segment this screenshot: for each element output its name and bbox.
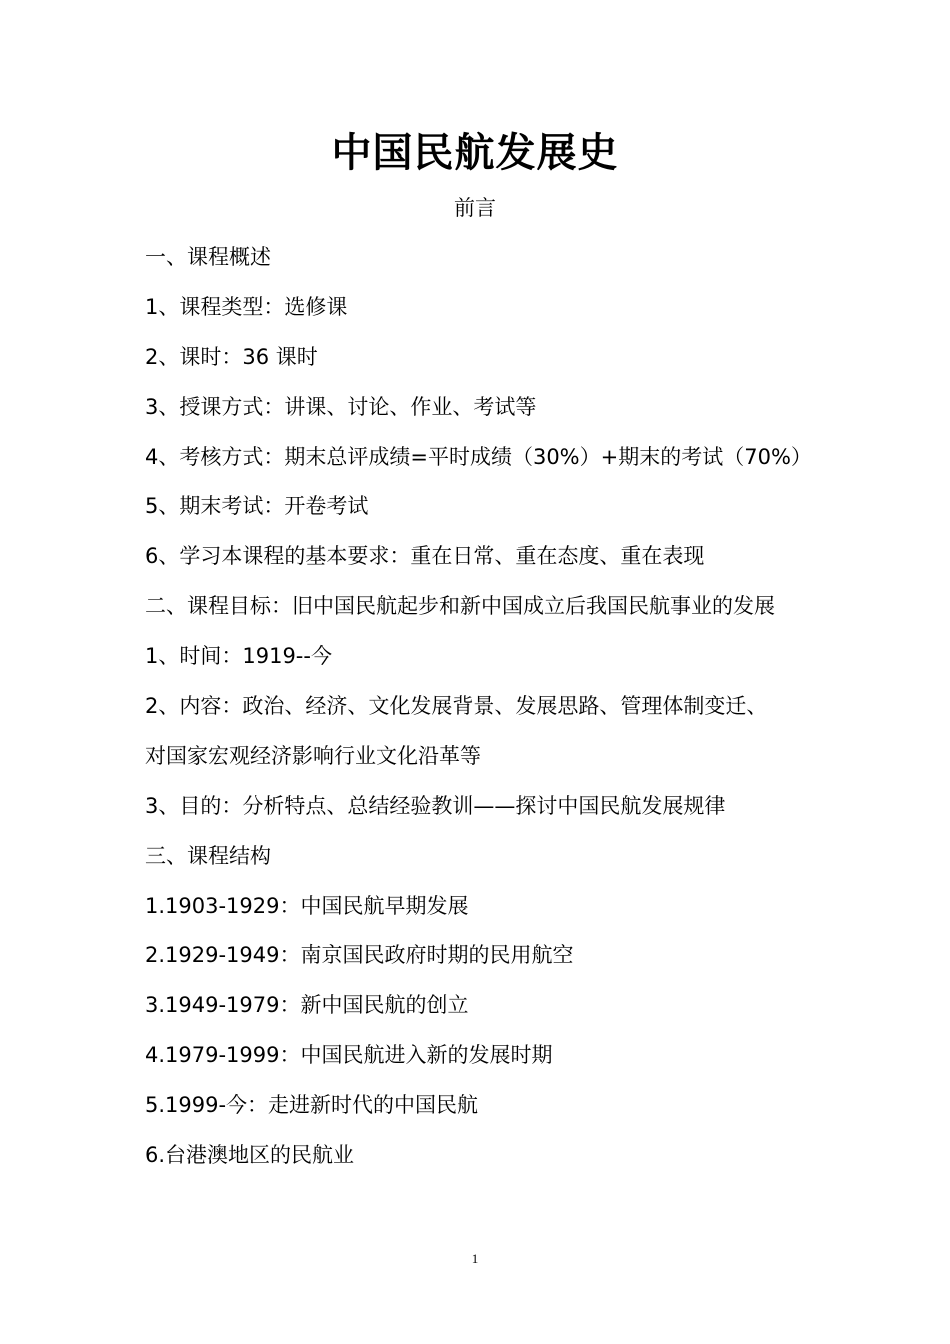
- text-line: 2、内容：政治、经济、文化发展背景、发展思路、管理体制变迁、: [145, 694, 768, 719]
- text-line: 三、课程结构: [145, 843, 271, 868]
- text-line: 2、课时：36 课时: [145, 344, 318, 369]
- text-line: 二、课程目标：旧中国民航起步和新中国成立后我国民航事业的发展: [145, 594, 775, 619]
- section-heading-preface: 前言: [454, 196, 496, 220]
- text-line: 3、授课方式：讲课、讨论、作业、考试等: [145, 394, 537, 419]
- text-line: 5、期末考试：开卷考试: [145, 494, 369, 519]
- text-line: 3、目的：分析特点、总结经验教训——探讨中国民航发展规律: [145, 793, 726, 818]
- text-line: 一、课程概述: [145, 245, 271, 269]
- text-line: 对国家宏观经济影响行业文化沿革等: [145, 743, 481, 768]
- text-line: 3.1949-1979：新中国民航的创立: [145, 993, 469, 1018]
- document-title: 中国民航发展史: [331, 129, 619, 176]
- text-line: 6.台港澳地区的民航业: [145, 1143, 355, 1168]
- text-line: 1、时间：1919--今: [145, 644, 332, 669]
- text-line: 1.1903-1929：中国民航早期发展: [145, 893, 469, 918]
- text-line: 6、学习本课程的基本要求：重在日常、重在态度、重在表现: [145, 544, 705, 569]
- text-line: 1、课程类型：选修课: [145, 294, 348, 319]
- text-line: 4.1979-1999：中国民航进入新的发展时期: [145, 1043, 553, 1068]
- page-number: 1: [471, 1251, 479, 1266]
- text-line: 5.1999-今：走进新时代的中国民航: [145, 1093, 479, 1118]
- body-text: [145, 240, 845, 1188]
- text-line: 4、考核方式：期末总评成绩=平时成绩（30%）+期末的考试（70%）: [145, 444, 812, 469]
- text-line: 2.1929-1949：南京国民政府时期的民用航空: [145, 943, 574, 968]
